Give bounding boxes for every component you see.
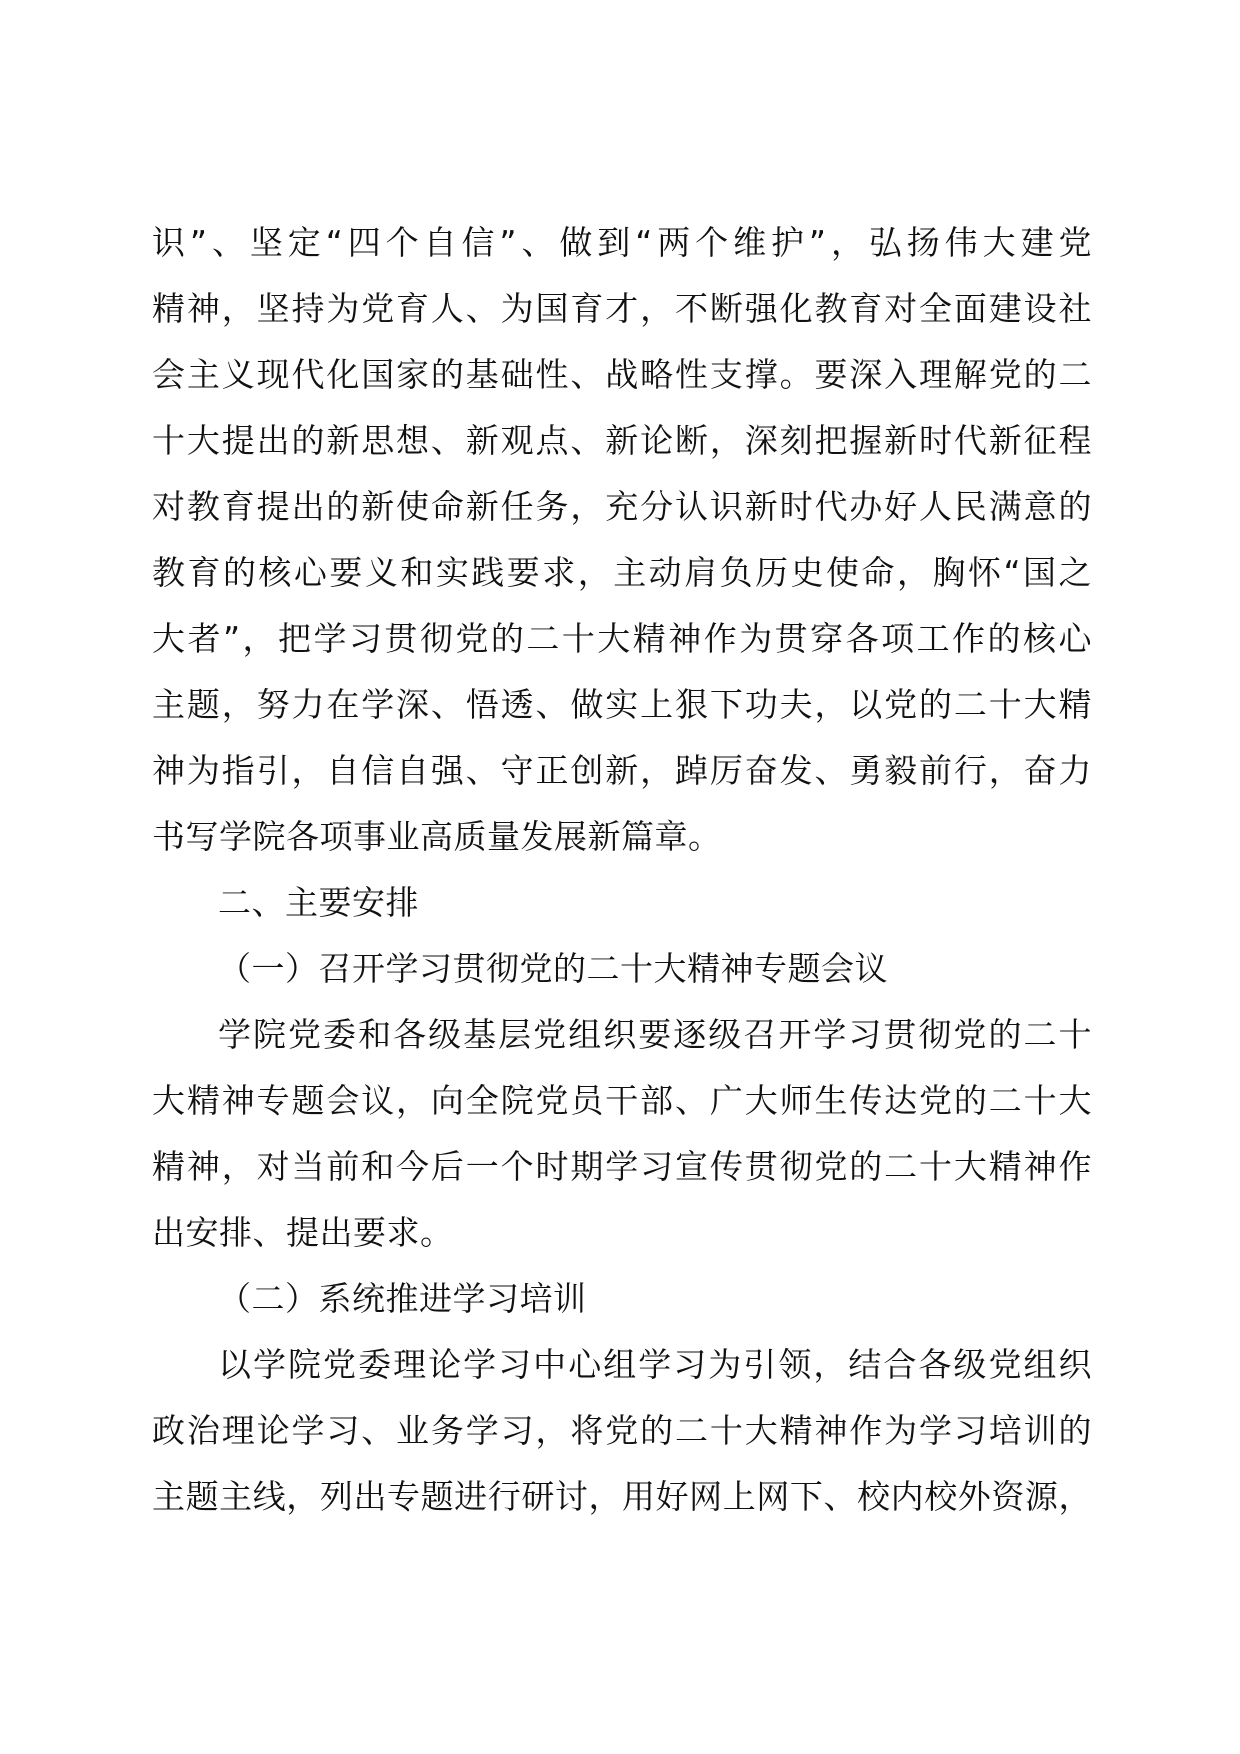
body-line: 出安排、提出要求。 — [152, 1213, 454, 1252]
body-line: 会主义现代化国家的基础性、战略性支撑。要深入理解党的二 — [152, 355, 1092, 394]
body-line: 十大提出的新思想、新观点、新论断，深刻把握新时代新征程 — [152, 421, 1092, 460]
body-line: 政治理论学习、业务学习，将党的二十大精神作为学习培训的 — [152, 1411, 1092, 1450]
paragraph-first-line: 学院党委和各级基层党组织要逐级召开学习贯彻党的二十 — [218, 1015, 1092, 1054]
body-line: 神为指引，自信自强、守正创新，踔厉奋发、勇毅前行，奋力 — [152, 751, 1092, 790]
body-line: 对教育提出的新使命新任务，充分认识新时代办好人民满意的 — [152, 487, 1092, 526]
subsection-heading: （一）召开学习贯彻党的二十大精神专题会议 — [218, 949, 888, 988]
paragraph-first-line: 以学院党委理论学习中心组学习为引领，结合各级党组织 — [218, 1345, 1092, 1384]
body-line: 主题主线，列出专题进行研讨，用好网上网下、校内校外资源， — [152, 1477, 1092, 1516]
body-line: 精神，坚持为党育人、为国育才，不断强化教育对全面建设社 — [152, 289, 1092, 328]
body-line: 主题，努力在学深、悟透、做实上狠下功夫，以党的二十大精 — [152, 685, 1092, 724]
document-body — [152, 210, 1092, 1530]
subsection-heading: （二）系统推进学习培训 — [218, 1279, 587, 1318]
body-line: 识”、坚定“四个自信”、做到“两个维护”，弘扬伟大建党 — [152, 223, 1092, 262]
body-line: 教育的核心要义和实践要求，主动肩负历史使命，胸怀“国之 — [152, 553, 1092, 592]
body-line: 大者”，把学习贯彻党的二十大精神作为贯穿各项工作的核心 — [152, 619, 1092, 658]
body-line: 大精神专题会议，向全院党员干部、广大师生传达党的二十大 — [152, 1081, 1092, 1120]
section-heading: 二、主要安排 — [218, 883, 419, 922]
body-line: 书写学院各项事业高质量发展新篇章。 — [152, 817, 722, 856]
body-line: 精神，对当前和今后一个时期学习宣传贯彻党的二十大精神作 — [152, 1147, 1092, 1186]
